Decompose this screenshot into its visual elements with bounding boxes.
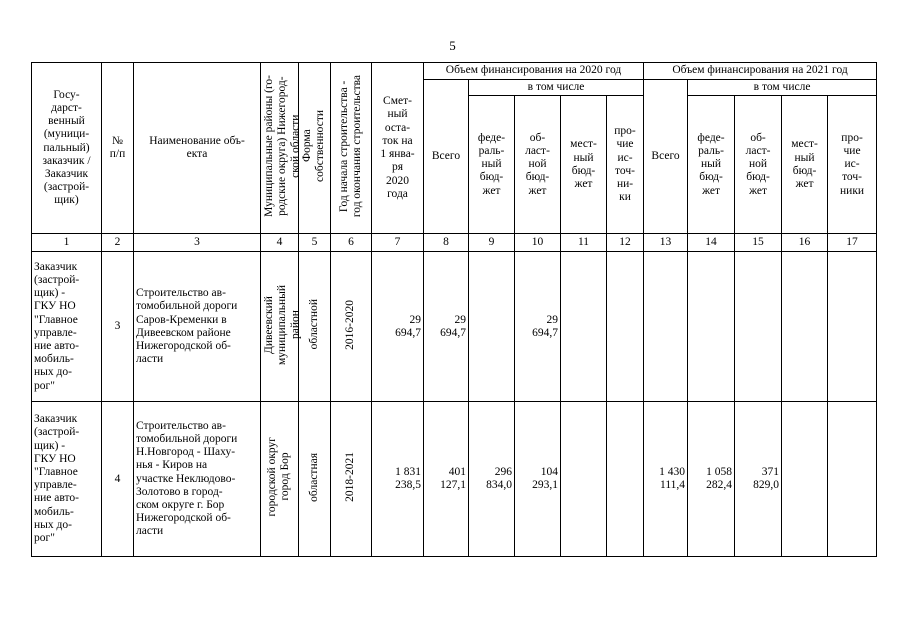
row-regional-2021: [735, 252, 782, 402]
financing-table: [31, 62, 877, 557]
column-number-row: [32, 234, 877, 252]
row-total-2021: [644, 252, 688, 402]
row-federal-2021: [688, 252, 735, 402]
column-number: 2: [102, 234, 134, 252]
row-district: [261, 252, 302, 402]
row-district-text: городской округ город Бор: [266, 437, 292, 517]
column-number: 1: [32, 234, 102, 252]
header-total-2021: Всего: [644, 80, 688, 234]
column-number: 17: [828, 234, 877, 252]
column-number: 6: [331, 234, 372, 252]
header-customer: Госу- дарст- венный (муници- пальный) заказчик / Заказчик (застрой- щик): [32, 63, 102, 234]
row-ownership-text: областная: [307, 452, 320, 502]
row-total-2020: 401 127,1: [424, 402, 469, 557]
row-ownership-text: областной: [307, 299, 320, 350]
column-number: 12: [607, 234, 644, 252]
column-number: 10: [515, 234, 561, 252]
header-ownership: [299, 63, 331, 234]
column-number: 11: [561, 234, 607, 252]
header-local-2020: мест- ный бюд- жет: [561, 96, 607, 234]
row-other-2021: [828, 252, 877, 402]
column-number: 7: [372, 234, 424, 252]
row-federal-2020: 296 834,0: [469, 402, 515, 557]
row-object-name: Строительство ав- томобильной дороги Саров-Кременки в Дивеевском районе Нижегородской об- ласти: [134, 252, 261, 402]
row-years: [331, 252, 372, 402]
row-local-2021: [782, 402, 828, 557]
column-number: 9: [469, 234, 515, 252]
row-other-2021: [828, 402, 877, 557]
row-ownership: [299, 252, 331, 402]
header-local-2021: мест- ный бюд- жет: [782, 96, 828, 234]
row-years: [331, 402, 372, 557]
header-funding-2021: Объем финансирования на 2021 год: [644, 63, 877, 80]
row-years-text: 2016-2020: [344, 299, 357, 350]
row-number: 4: [102, 402, 134, 557]
row-customer: Заказчик (застрой- щик) - ГКУ НО "Главное управле- ние авто- мобиль- ных до- рог": [32, 252, 102, 402]
column-number: 5: [299, 234, 331, 252]
row-local-2020: [561, 252, 607, 402]
header-districts-text: Муниципальные районы (го- родские округа) Нижегород- ской области: [263, 75, 302, 217]
header-including-2021: в том числе: [688, 80, 877, 96]
row-local-2021: [782, 252, 828, 402]
column-number: 4: [261, 234, 299, 252]
row-district: [261, 402, 299, 557]
header-years-text: Год начала строительства - год окончания строительства: [337, 74, 363, 218]
header-regional-2020: об- ласт- ной бюд- жет: [515, 96, 561, 234]
header-regional-2021: об- ласт- ной бюд- жет: [735, 96, 782, 234]
column-number: 13: [644, 234, 688, 252]
table-row: [32, 402, 877, 557]
header-other-2020: про- чие ис- точ- ни- ки: [607, 96, 644, 234]
header-funding-2020: Объем финансирования на 2020 год: [424, 63, 644, 80]
page-number: 5: [449, 38, 456, 53]
column-number: 3: [134, 234, 261, 252]
row-district-text: Дивеевский муниципальный район: [263, 284, 302, 365]
column-number: 15: [735, 234, 782, 252]
header-districts: [261, 63, 302, 234]
column-number: 16: [782, 234, 828, 252]
table-row: [32, 252, 877, 402]
row-estimate: 29 694,7: [372, 252, 424, 402]
header-object-name: Наименование объ- екта: [134, 63, 261, 234]
row-ownership: [299, 402, 331, 557]
row-regional-2020: 29 694,7: [515, 252, 561, 402]
row-local-2020: [561, 402, 607, 557]
row-other-2020: [607, 402, 644, 557]
header-total-2020: Всего: [424, 80, 469, 234]
header-including-2020: в том числе: [469, 80, 644, 96]
row-other-2020: [607, 252, 644, 402]
header-number: № п/п: [102, 63, 134, 234]
row-federal-2020: [469, 252, 515, 402]
row-object-name: Строительство ав- томобильной дороги Н.Новгород - Шаху- нья - Киров на участке Неклюдово- Золотово в город- ском округе г. Бор Нижегородской об- ласти: [134, 402, 261, 557]
header-federal-2021: феде- раль- ный бюд- жет: [688, 96, 735, 234]
row-total-2021: 1 430 111,4: [644, 402, 688, 557]
header-years: [331, 63, 372, 234]
column-number: 14: [688, 234, 735, 252]
row-total-2020: 29 694,7: [424, 252, 469, 402]
row-number: 3: [102, 252, 134, 402]
header-other-2021: про- чие ис- точ- ники: [828, 96, 877, 234]
row-regional-2020: 104 293,1: [515, 402, 561, 557]
row-regional-2021: 371 829,0: [735, 402, 782, 557]
column-number: 8: [424, 234, 469, 252]
row-customer: Заказчик (застрой- щик) - ГКУ НО "Главное управле- ние авто- мобиль- ных до- рог": [32, 402, 102, 557]
header-ownership-text: Форма собственности: [301, 110, 327, 182]
row-estimate: 1 831 238,5: [372, 402, 424, 557]
row-years-text: 2018-2021: [344, 452, 357, 503]
header-federal-2020: феде- раль- ный бюд- жет: [469, 96, 515, 234]
row-federal-2021: 1 058 282,4: [688, 402, 735, 557]
header-estimate-remainder: Смет- ный оста- ток на 1 янва- ря 2020 года: [372, 63, 424, 234]
